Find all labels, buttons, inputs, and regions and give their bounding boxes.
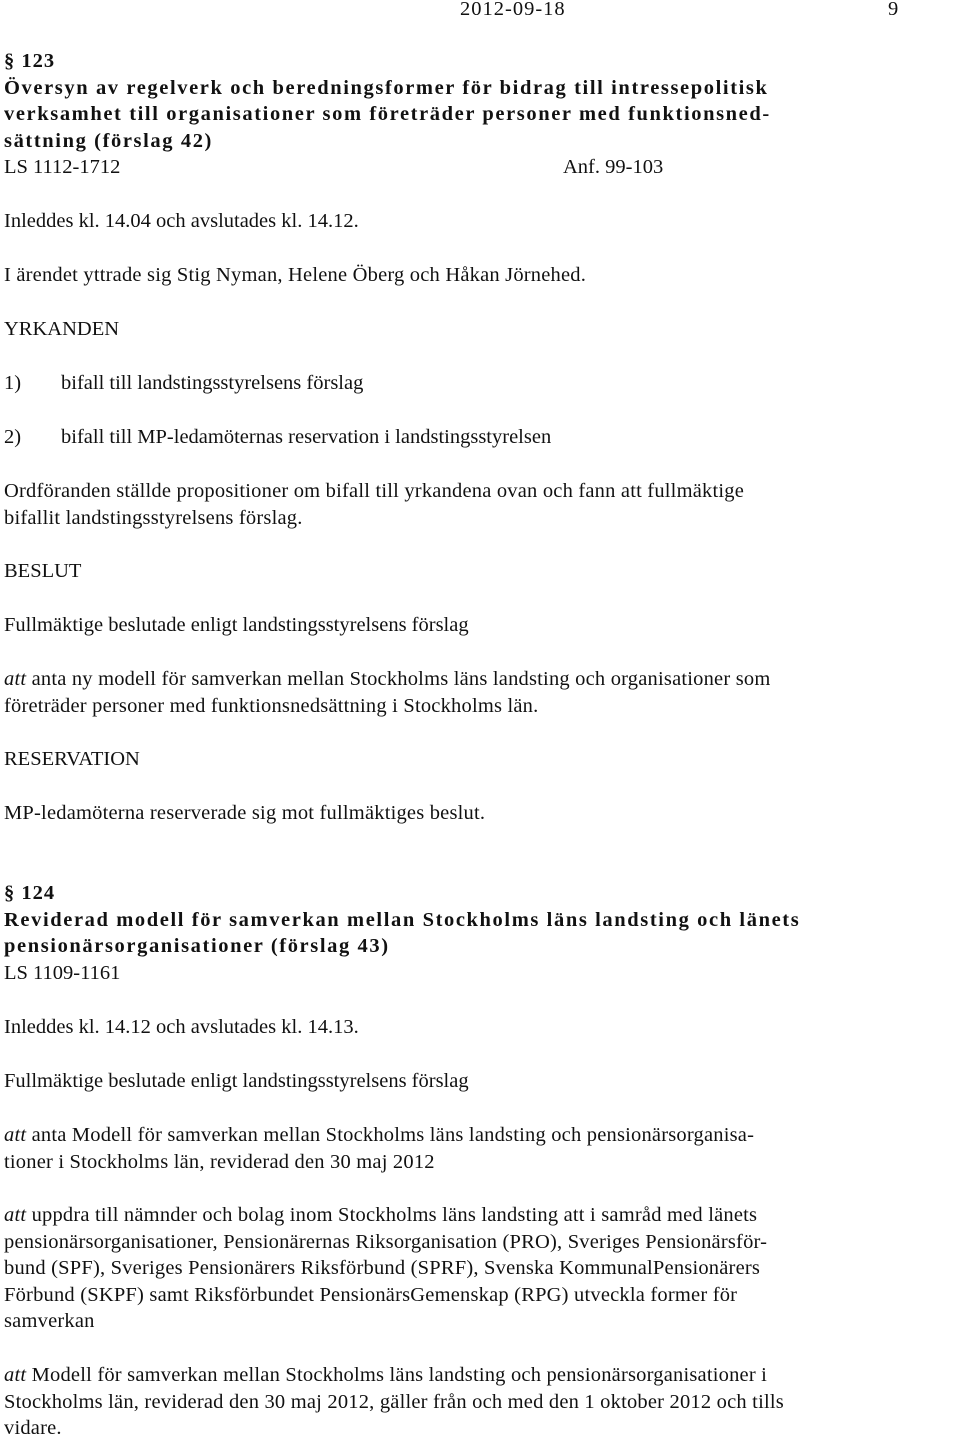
att-word: att bbox=[4, 1204, 27, 1226]
beslut-att-clause: att anta ny modell för samverkan mellan Stockholms läns landsting och organisationer som företräder personer med funktionsnedsättning i Stockholms län. bbox=[4, 668, 771, 717]
yrkanden-heading: YRKANDEN bbox=[4, 318, 120, 340]
reservation-text: MP-ledamöterna reserverade sig mot fullmäktiges beslut. bbox=[4, 802, 486, 824]
att-word: att bbox=[4, 668, 27, 690]
page-number: 9 bbox=[888, 0, 899, 20]
att-word: att bbox=[4, 1124, 27, 1146]
case-reference bbox=[4, 960, 954, 987]
att-clause-3: att Modell för samverkan mellan Stockholms läns landsting och pensionärsorganisationer i Stockholms län, reviderad den 30 maj 2012, gäller från och med den 1 oktober 2012 och tills vidare. bbox=[4, 1364, 784, 1439]
att-clause-1: att anta Modell för samverkan mellan Stockholms läns landsting och pensionärsorganisa- tioner i Stockholms län, reviderad den 30 maj 2012 bbox=[4, 1124, 755, 1173]
section-title-line: sättning (förslag 42) bbox=[4, 129, 213, 152]
beslut-intro: Fullmäktige beslutade enligt landstingsstyrelsens förslag bbox=[4, 1070, 469, 1092]
beslut-heading: BESLUT bbox=[4, 560, 82, 582]
section-title-line: verksamhet till organisationer som företräder personer med funktionsned- bbox=[4, 103, 771, 125]
speakers-note: I ärendet yttrade sig Stig Nyman, Helene Öberg och Håkan Jörnehed. bbox=[4, 264, 587, 286]
reservation-heading: RESERVATION bbox=[4, 748, 140, 770]
yrkande-item: 2) bifall till MP-ledamöternas reservation i landstingsstyrelsen bbox=[4, 426, 552, 448]
ls-number: LS 1112-1712 bbox=[4, 156, 121, 178]
beslut-intro: Fullmäktige beslutade enligt landstingsstyrelsens förslag bbox=[4, 614, 469, 636]
section-123-heading bbox=[4, 48, 954, 154]
time-note: Inleddes kl. 14.12 och avslutades kl. 14.13. bbox=[4, 1016, 359, 1038]
time-note: Inleddes kl. 14.04 och avslutades kl. 14.12. bbox=[4, 210, 359, 232]
yrkande-item: 1) bifall till landstingsstyrelsens förslag bbox=[4, 372, 364, 394]
att-clause-2: att uppdra till nämnder och bolag inom Stockholms läns landsting att i samråd med länets pensionärsorganisationer, Pensionärernas Riksorganisation (PRO), Sveriges Pensionärsför- bund (SPF), Sveriges Pensionärers Riksförbund (SPRF), Svenska KommunalPensionärers Förbund (SKPF) samt Riksförbundet PensionärsGemenskap (RPG) utveckla former för samverkan bbox=[4, 1204, 768, 1332]
anf-reference: Anf. 99-103 bbox=[563, 156, 664, 178]
paragraph-number: § 124 bbox=[4, 882, 56, 904]
att-word: att bbox=[4, 1364, 27, 1386]
section-title-line: pensionärsorganisationer (förslag 43) bbox=[4, 935, 390, 957]
section-title-line: Översyn av regelverk och beredningsformer för bidrag till intressepolitisk bbox=[4, 76, 769, 99]
paragraph-number: § 123 bbox=[4, 50, 56, 72]
header-date: 2012-09-18 bbox=[460, 0, 566, 20]
section-124-heading bbox=[4, 880, 954, 960]
page-header bbox=[4, 0, 954, 22]
case-reference bbox=[4, 154, 954, 181]
section-title-line: Reviderad modell för samverkan mellan Stockholms läns landsting och länets bbox=[4, 908, 801, 931]
chair-proposition: Ordföranden ställde propositioner om bifall till yrkandena ovan och fann att fullmäktige bifallit landstingsstyrelsens förslag. bbox=[4, 480, 745, 529]
ls-number: LS 1109-1161 bbox=[4, 962, 121, 984]
